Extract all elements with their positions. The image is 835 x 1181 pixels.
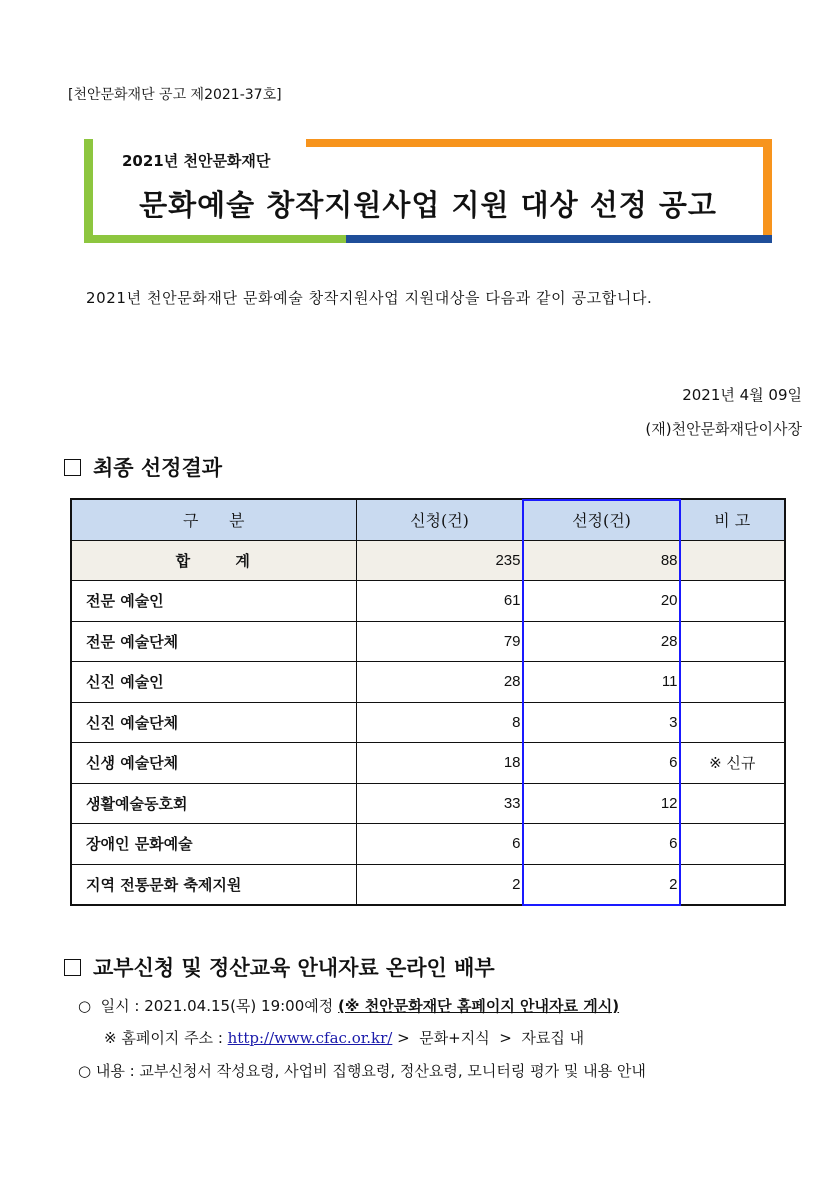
- row-selected: 6: [523, 824, 680, 865]
- checkbox-square-icon: [64, 959, 81, 976]
- total-note: [680, 540, 785, 581]
- table-row: [71, 864, 785, 905]
- page-title: 문화예술 창작지원사업 지원 대상 선정 공고: [139, 188, 717, 222]
- header-category: 구 분: [71, 499, 356, 540]
- total-applied: 235: [356, 540, 523, 581]
- section-title: 교부신청 및 정산교육 안내자료 온라인 배부: [93, 956, 495, 980]
- row-label: 장애인 문화예술: [71, 824, 356, 865]
- issuer: (재)천안문화재단이사장: [645, 420, 802, 438]
- schedule-notice: (※ 천안문화재단 홈페이지 안내자료 게시): [338, 997, 620, 1015]
- results-table: [70, 498, 786, 906]
- homepage-link[interactable]: http://www.cfac.or.kr/: [227, 1029, 393, 1047]
- row-selected: 3: [523, 702, 680, 743]
- section-final-results: [64, 452, 222, 482]
- row-applied: 6: [356, 824, 523, 865]
- row-note: [680, 864, 785, 905]
- total-label: 합 계: [71, 540, 356, 581]
- row-label: 지역 전통문화 축제지원: [71, 864, 356, 905]
- total-selected: 88: [523, 540, 680, 581]
- title-subtitle: 2021년 천안문화재단: [122, 152, 271, 170]
- announcement-date: 2021년 4월 09일: [682, 386, 802, 404]
- notice-number: [천안문화재단 공고 제2021-37호]: [68, 87, 282, 103]
- header-note: 비 고: [680, 499, 785, 540]
- table-row: [71, 621, 785, 662]
- row-selected: 11: [523, 662, 680, 703]
- row-note: ※ 신규: [680, 743, 785, 784]
- row-label: 신진 예술인: [71, 662, 356, 703]
- homepage-path: > 문화+지식 > 자료집 내: [392, 1029, 585, 1047]
- row-selected: 2: [523, 864, 680, 905]
- table-row: [71, 824, 785, 865]
- table-row: [71, 581, 785, 622]
- orange-bar-top: [306, 139, 772, 147]
- table-row: [71, 743, 785, 784]
- title-banner: [84, 139, 772, 243]
- row-note: [680, 621, 785, 662]
- row-note: [680, 581, 785, 622]
- row-applied: 2: [356, 864, 523, 905]
- row-label: 신진 예술단체: [71, 702, 356, 743]
- table-row: [71, 662, 785, 703]
- row-applied: 18: [356, 743, 523, 784]
- table-row: [71, 702, 785, 743]
- content-line: ○ 내용 : 교부신청서 작성요령, 사업비 집행요령, 정산요령, 모니터링 평가 및 내용 안내: [78, 1062, 646, 1080]
- checkbox-square-icon: [64, 459, 81, 476]
- schedule-text: ○ 일시 : 2021.04.15(목) 19:00예정: [78, 997, 339, 1015]
- row-applied: 33: [356, 783, 523, 824]
- row-selected: 12: [523, 783, 680, 824]
- homepage-line: [104, 1027, 584, 1048]
- row-note: [680, 783, 785, 824]
- row-label: 신생 예술단체: [71, 743, 356, 784]
- row-label: 전문 예술인: [71, 581, 356, 622]
- blue-bar-bottom: [346, 235, 772, 243]
- homepage-label: ※ 홈페이지 주소 :: [104, 1029, 228, 1047]
- row-label: 전문 예술단체: [71, 621, 356, 662]
- row-note: [680, 662, 785, 703]
- table-row: [71, 783, 785, 824]
- row-applied: 8: [356, 702, 523, 743]
- row-note: [680, 702, 785, 743]
- row-applied: 61: [356, 581, 523, 622]
- row-label: 생활예술동호회: [71, 783, 356, 824]
- table-row-total: [71, 540, 785, 581]
- header-applied: 신청(건): [356, 499, 523, 540]
- row-selected: 28: [523, 621, 680, 662]
- row-selected: 6: [523, 743, 680, 784]
- row-applied: 79: [356, 621, 523, 662]
- section-materials: [64, 952, 495, 982]
- header-selected: 선정(건): [523, 499, 680, 540]
- table-header-row: [71, 499, 785, 540]
- section-title: 최종 선정결과: [93, 456, 223, 480]
- intro-text: 2021년 천안문화재단 문화예술 창작지원사업 지원대상을 다음과 같이 공고합니다.: [86, 289, 653, 307]
- row-selected: 20: [523, 581, 680, 622]
- row-applied: 28: [356, 662, 523, 703]
- row-note: [680, 824, 785, 865]
- green-bar-bottom: [84, 235, 346, 243]
- schedule-line: [78, 995, 619, 1016]
